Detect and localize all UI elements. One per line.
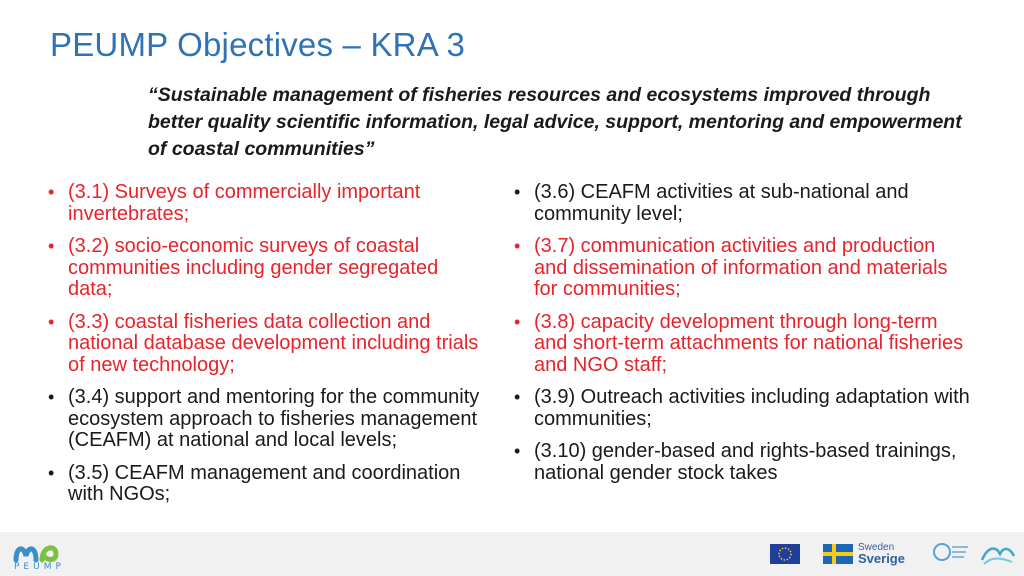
bullet-icon: • (514, 387, 521, 407)
right-column (512, 182, 972, 495)
list-item-text: (3.7) communication activities and production and dissemination of information and materials for communities; (534, 235, 948, 300)
left-bullet-list (46, 182, 486, 506)
list-item (512, 312, 972, 377)
list-item-text: (3.1) Surveys of commercially important invertebrates; (68, 181, 421, 225)
eu-flag-icon (770, 544, 800, 564)
bullet-icon: • (48, 182, 55, 202)
list-item (46, 312, 486, 377)
bullet-icon: • (514, 311, 521, 332)
bullet-icon: • (48, 311, 55, 332)
list-item-text: (3.9) Outreach activities including adaptation with communities; (534, 386, 970, 430)
bullet-icon: • (514, 441, 521, 461)
footer-bar (0, 532, 1024, 576)
bullet-icon: • (48, 236, 55, 256)
bullet-icon: • (514, 182, 521, 202)
list-item-text: (3.3) coastal fisheries data collection and national database development including trials of new technology; (68, 310, 479, 376)
slide-title: PEUMP Objectives – KRA 3 (50, 26, 466, 63)
sweden-big-label: Sverige (858, 551, 905, 566)
right-bullet-list (512, 182, 972, 484)
list-item (512, 182, 972, 225)
spc-logo-icon (930, 540, 970, 568)
sweden-flag-icon (823, 544, 853, 564)
list-item (46, 463, 486, 506)
list-item-text: (3.2) socio-economic surveys of coastal communities including gender segregated data; (68, 235, 439, 300)
bullet-icon: • (48, 387, 55, 407)
list-item-text: (3.5) CEAFM management and coordination with NGOs; (68, 461, 461, 505)
list-item (46, 182, 486, 225)
wave-logo-icon (980, 540, 1016, 568)
sweden-small-label: Sweden (858, 542, 895, 553)
bullet-icon: • (48, 462, 55, 483)
bullet-icon: • (514, 236, 521, 256)
list-item-text: (3.8) capacity development through long-term and short-term attachments for national fisheries and NGO staff; (534, 310, 964, 376)
list-item (512, 387, 972, 430)
list-item (512, 441, 972, 484)
list-item (46, 236, 486, 301)
list-item-text: (3.4) support and mentoring for the community ecosystem approach to fisheries management (CEAFM) at national and local levels; (68, 386, 480, 451)
list-item (46, 387, 486, 452)
sweden-logo-text (858, 542, 905, 564)
list-item-text: (3.6) CEAFM activities at sub-national and community level; (534, 181, 909, 225)
list-item-text: (3.10) gender-based and rights-based trainings, national gender stock takes (534, 440, 957, 484)
left-column (46, 182, 486, 517)
list-item (512, 236, 972, 301)
slide-subtitle: “Sustainable management of fisheries resources and ecosystems improved through better quality scientific information, legal advice, support, mentoring and empowerment of coastal communities” (148, 84, 962, 160)
logo-wordmark: PEUMP (14, 562, 65, 572)
